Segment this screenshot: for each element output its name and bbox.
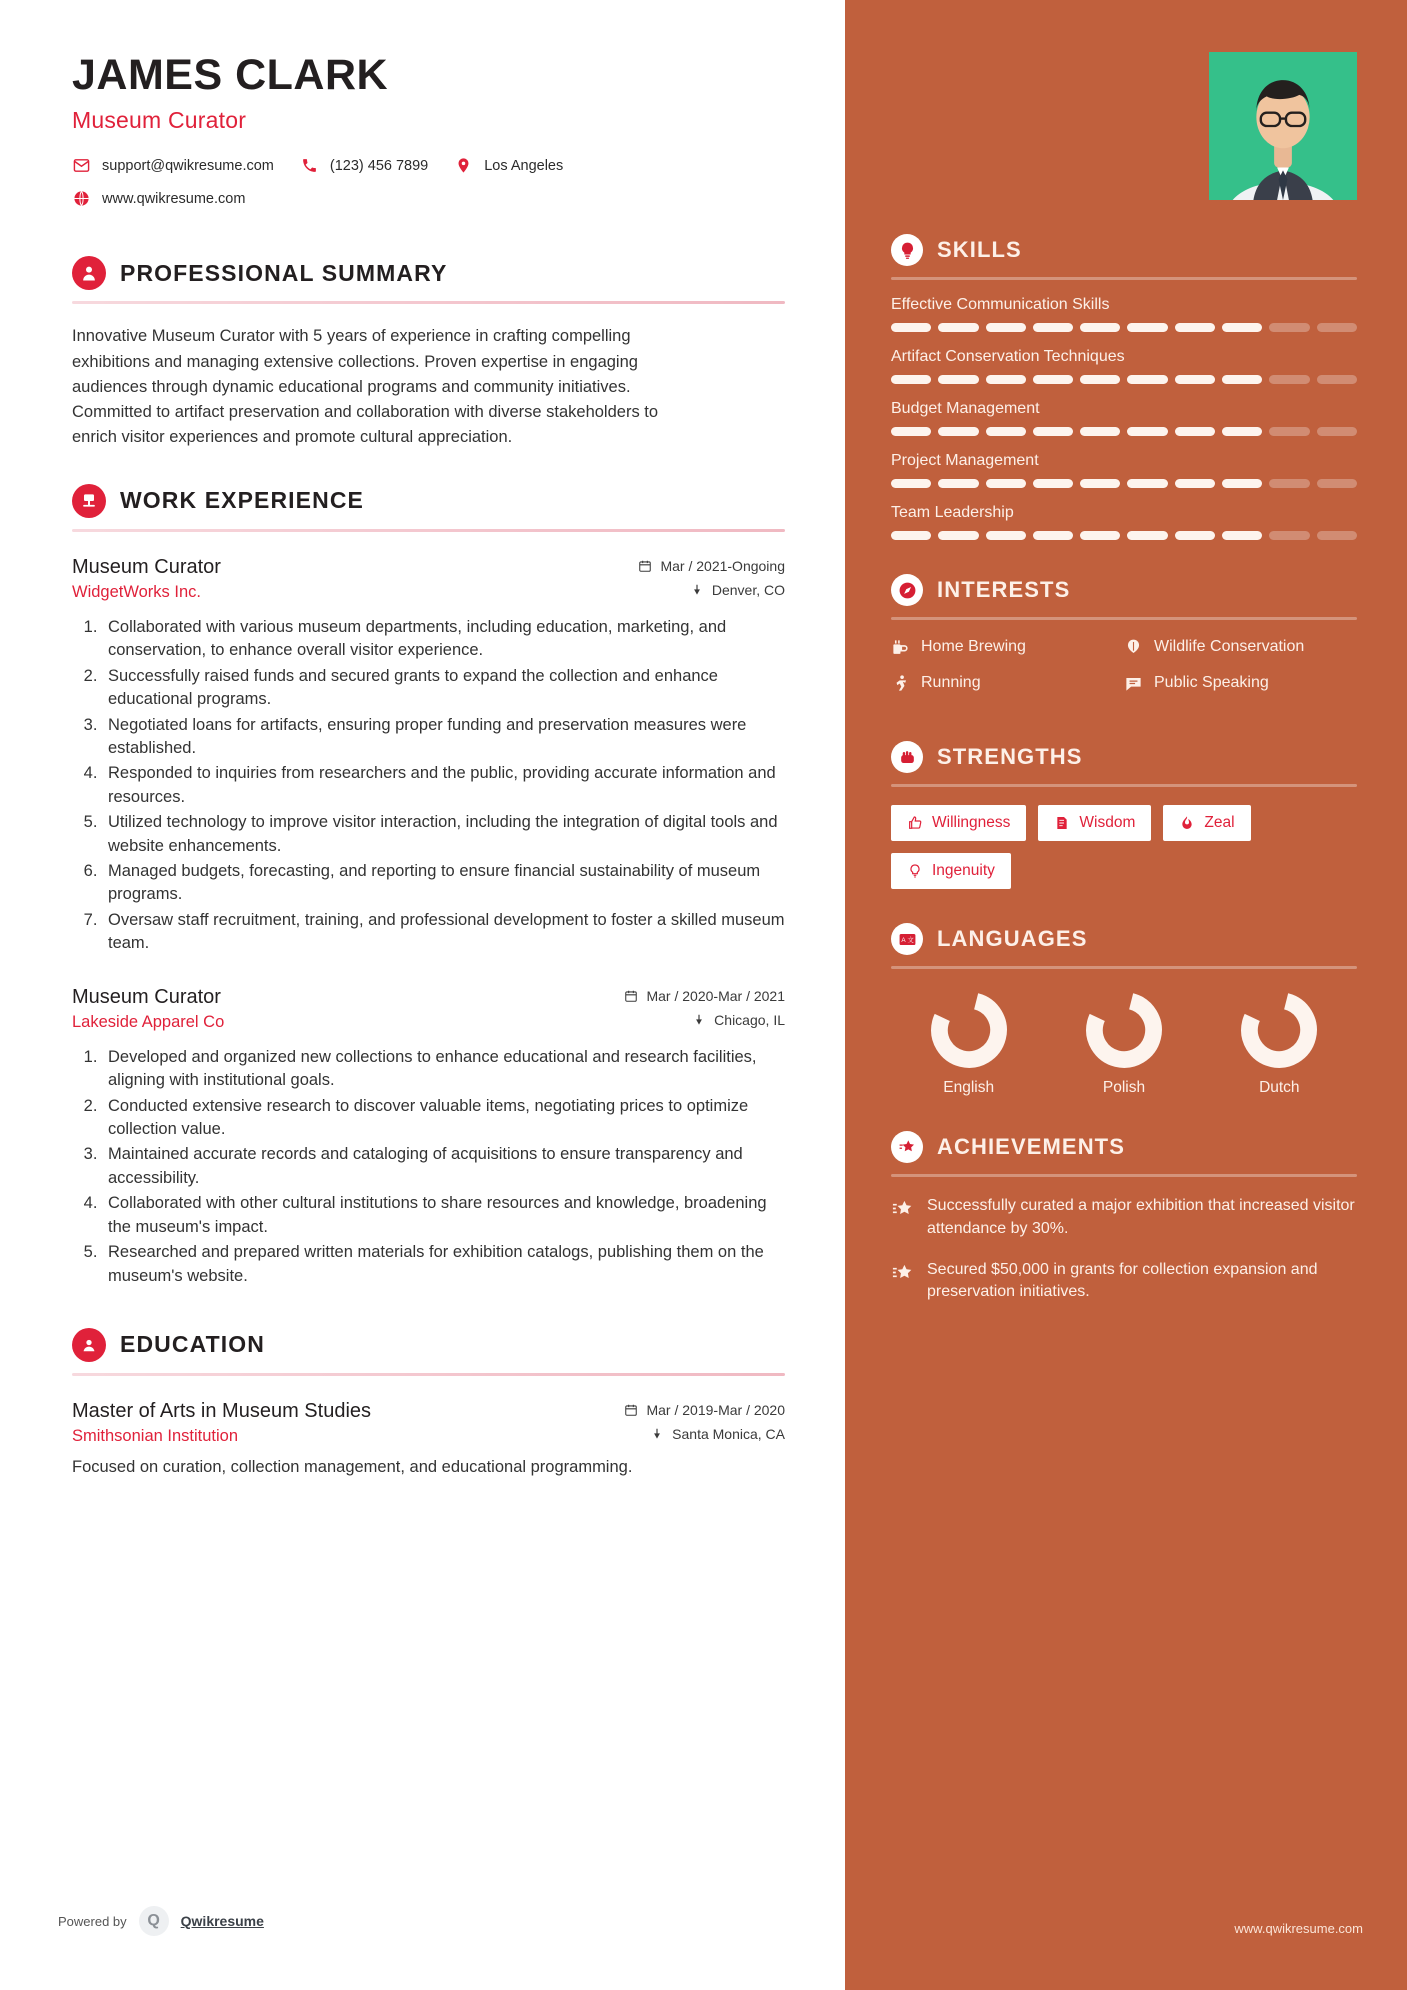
svg-text:文: 文 — [907, 936, 914, 944]
job-duties — [72, 1046, 785, 1288]
flame-icon — [1179, 815, 1195, 831]
skill-segment — [1080, 531, 1120, 540]
skill-segment — [1269, 375, 1309, 384]
skill-segment — [1269, 427, 1309, 436]
skill-item — [891, 504, 1357, 540]
skill-segment — [1175, 479, 1215, 488]
education-degree-row — [72, 1400, 785, 1423]
skill-segment — [891, 427, 931, 436]
skill-segment — [1033, 531, 1073, 540]
skill-segment — [1080, 427, 1120, 436]
skill-segment — [1222, 479, 1262, 488]
experience-entry — [72, 986, 785, 1288]
job-company: WidgetWorks Inc. — [72, 582, 201, 601]
job-title: Museum Curator — [72, 985, 221, 1008]
summary-header — [72, 256, 785, 290]
strength-label: Wisdom — [1079, 814, 1136, 832]
thumbs-up-icon — [907, 815, 923, 831]
section-languages — [891, 923, 1357, 1097]
language-donut — [1240, 991, 1318, 1069]
duty-item: 1. Collaborated with various museum departments, including education, marketing, and conservation, to enhance overall visitor experience. — [102, 616, 785, 663]
interest-label: Running — [921, 673, 981, 691]
languages-title: LANGUAGES — [937, 926, 1088, 952]
language-item — [930, 991, 1008, 1097]
achievement-text: Successfully curated a major exhibition that increased visitor attendance by 30%. — [927, 1197, 1355, 1237]
skill-segment — [1317, 375, 1357, 384]
compass-icon — [891, 574, 923, 606]
lightbulb-icon — [907, 863, 923, 879]
contact-email[interactable] — [72, 156, 274, 175]
skill-segment — [986, 323, 1026, 332]
skills-title: SKILLS — [937, 237, 1022, 262]
strength-item — [1038, 805, 1151, 841]
skill-segment — [986, 375, 1026, 384]
candidate-role: Museum Curator — [72, 107, 247, 134]
skill-segment — [986, 427, 1026, 436]
skill-rating — [891, 323, 1357, 332]
summary-text: Innovative Museum Curator with 5 years of experience in crafting compelling exhibitions and managing extensive collections. Proven expertise in engaging audiences through dynamic educational programs and community initiatives. Committed to artifact preservation and collaboration with diverse stakeholders to enrich visitor experiences and promote cultural appreciation. — [72, 327, 659, 446]
running-icon — [891, 674, 910, 693]
fist-icon — [891, 741, 923, 773]
section-interests — [891, 574, 1357, 707]
language-item — [1085, 991, 1163, 1097]
skill-segment — [891, 479, 931, 488]
achievements-header — [891, 1131, 1357, 1163]
skill-segment — [1127, 375, 1167, 384]
wildlife-icon — [1124, 638, 1143, 657]
skill-label: Budget Management — [891, 400, 1040, 417]
interests-header — [891, 574, 1357, 606]
strengths-title: STRENGTHS — [937, 744, 1083, 770]
candidate-name: JAMES CLARK — [72, 51, 389, 99]
skill-segment — [1269, 479, 1309, 488]
achievements-title: ACHIEVEMENTS — [937, 1134, 1125, 1160]
skill-segment — [1175, 531, 1215, 540]
duty-item: 2. Conducted extensive research to discover valuable items, negotiating prices to optimize collection value. — [102, 1095, 785, 1142]
duty-item: 1. Developed and organized new collections to enhance educational and research facilities, aligning with institutional goals. — [102, 1046, 785, 1093]
speaking-icon — [1124, 674, 1143, 693]
skill-segment — [1175, 375, 1215, 384]
powered-by-label: Powered by — [58, 1913, 127, 1929]
skill-rating — [891, 479, 1357, 488]
graduate-icon — [72, 1328, 106, 1362]
star-shoot-icon — [891, 1261, 914, 1284]
interest-item — [891, 672, 1124, 694]
duty-item: 3. Negotiated loans for artifacts, ensuring proper funding and preservation measures were established. — [102, 714, 785, 761]
section-work-experience — [72, 484, 785, 1288]
skill-item — [891, 296, 1357, 332]
contact-phone[interactable] — [300, 156, 428, 175]
section-strengths — [891, 741, 1357, 889]
contact-phone-text: (123) 456 7899 — [329, 157, 429, 174]
duty-item: 2. Successfully raised funds and secured grants to expand the collection and enhance educational programs. — [102, 665, 785, 712]
duty-item: 7. Oversaw staff recruitment, training, and professional development to foster a skilled museum team. — [102, 909, 785, 956]
skill-segment — [891, 531, 931, 540]
section-education — [72, 1328, 785, 1480]
interests-title: INTERESTS — [937, 577, 1071, 602]
job-date — [638, 558, 785, 574]
skill-segment — [1317, 427, 1357, 436]
skill-segment — [938, 323, 978, 332]
strengths-header — [891, 741, 1357, 773]
experience-header — [72, 484, 785, 518]
job-title-row — [72, 986, 785, 1009]
skill-segment — [1033, 427, 1073, 436]
section-professional-summary — [72, 256, 785, 449]
email-icon — [72, 156, 91, 175]
skill-segment — [1175, 323, 1215, 332]
skill-segment — [1222, 531, 1262, 540]
skills-header — [891, 234, 1357, 266]
strength-item — [891, 805, 1026, 841]
contact-location — [454, 156, 563, 175]
skill-segment — [1033, 323, 1073, 332]
duty-item: 6. Managed budgets, forecasting, and reporting to ensure financial sustainability of museum programs. — [102, 860, 785, 907]
skill-segment — [1222, 375, 1262, 384]
svg-text:A: A — [900, 936, 906, 944]
interest-label: Public Speaking — [1154, 673, 1269, 691]
skill-segment — [986, 479, 1026, 488]
achievement-item — [891, 1259, 1357, 1304]
contact-email-text: support@qwikresume.com — [102, 157, 274, 174]
skill-item — [891, 400, 1357, 436]
strengths-divider — [891, 784, 1357, 787]
skill-item — [891, 452, 1357, 488]
skill-segment — [938, 375, 978, 384]
skill-label: Effective Communication Skills — [891, 296, 1110, 313]
skill-label: Project Management — [891, 452, 1039, 469]
strengths-list — [891, 805, 1357, 889]
education-description: Focused on curation, collection management, and educational programming. — [72, 1457, 633, 1476]
skill-segment — [986, 531, 1026, 540]
qwikresume-link[interactable]: Qwikresume — [180, 1913, 264, 1929]
interest-item — [1124, 636, 1357, 658]
person-icon — [72, 256, 106, 290]
contact-list — [72, 156, 785, 222]
experience-divider — [72, 529, 785, 532]
interests-divider — [891, 617, 1357, 620]
strength-item — [891, 853, 1011, 889]
skill-segment — [1127, 323, 1167, 332]
languages-header — [891, 923, 1357, 955]
language-donut — [1085, 991, 1163, 1069]
skill-segment — [938, 531, 978, 540]
duty-item: 3. Maintained accurate records and cataloging of acquisitions to ensure transparency and accessibility. — [102, 1143, 785, 1190]
achievement-item — [891, 1195, 1357, 1240]
education-date-text: Mar / 2019-Mar / 2020 — [646, 1401, 785, 1418]
skill-segment — [1175, 427, 1215, 436]
interest-label: Wildlife Conservation — [1154, 638, 1305, 655]
skill-segment — [1269, 531, 1309, 540]
skill-segment — [1317, 323, 1357, 332]
duty-item: 5. Researched and prepared written materials for exhibition catalogs, publishing them on the museum's website. — [102, 1241, 785, 1288]
skill-segment — [1127, 427, 1167, 436]
experience-entry — [72, 556, 785, 956]
duty-item: 4. Responded to inquiries from researchers and the public, providing accurate information and resources. — [102, 762, 785, 809]
skill-segment — [938, 427, 978, 436]
location-icon — [454, 156, 473, 175]
footer-branding — [58, 1906, 264, 1936]
language-label: English — [943, 1079, 995, 1097]
skill-rating — [891, 375, 1357, 384]
skill-segment — [1269, 323, 1309, 332]
job-location — [690, 582, 785, 598]
contact-website-text: www.qwikresume.com — [102, 190, 246, 207]
job-title-row — [72, 556, 785, 579]
education-header — [72, 1328, 785, 1362]
job-title: Museum Curator — [72, 555, 221, 578]
job-duties — [72, 616, 785, 956]
skill-segment — [891, 323, 931, 332]
bulb-icon — [891, 234, 923, 266]
contact-website[interactable] — [72, 189, 759, 208]
skill-item — [891, 348, 1357, 384]
skill-segment — [1127, 531, 1167, 540]
education-school-row — [72, 1423, 785, 1446]
section-skills — [891, 234, 1357, 540]
page-title — [72, 52, 785, 134]
globe-icon — [72, 189, 91, 208]
star-badge-icon — [891, 1131, 923, 1163]
job-location-text: Chicago, IL — [714, 1011, 785, 1028]
phone-icon — [300, 156, 319, 175]
education-title: EDUCATION — [120, 1331, 265, 1358]
languages-list — [891, 991, 1357, 1097]
education-location-text: Santa Monica, CA — [672, 1425, 785, 1442]
languages-divider — [891, 966, 1357, 969]
skill-segment — [1033, 479, 1073, 488]
skill-segment — [1080, 375, 1120, 384]
avatar — [1209, 52, 1357, 200]
job-company-row — [72, 579, 785, 602]
summary-title: PROFESSIONAL SUMMARY — [120, 259, 448, 286]
skill-segment — [891, 375, 931, 384]
interest-item — [891, 636, 1124, 658]
skill-rating — [891, 427, 1357, 436]
interest-label: Home Brewing — [921, 638, 1026, 655]
right-column — [845, 0, 1407, 1990]
job-date-text: Mar / 2020-Mar / 2021 — [646, 987, 785, 1004]
education-entry — [72, 1400, 785, 1480]
education-divider — [72, 1373, 785, 1376]
interests-list — [891, 636, 1357, 707]
job-company-row — [72, 1009, 785, 1032]
job-company: Lakeside Apparel Co — [72, 1012, 225, 1031]
education-degree: Master of Arts in Museum Studies — [72, 1399, 372, 1422]
job-date-text: Mar / 2021-Ongoing — [660, 557, 785, 574]
duty-item: 5. Utilized technology to improve visitor interaction, including the integration of digital tools and website enhancements. — [102, 811, 785, 858]
language-label: Polish — [1102, 1079, 1146, 1097]
book-icon — [1054, 815, 1070, 831]
skill-label: Team Leadership — [891, 504, 1014, 521]
skill-segment — [1317, 531, 1357, 540]
skill-segment — [1033, 375, 1073, 384]
strength-label: Willingness — [932, 814, 1011, 832]
skill-segment — [1080, 323, 1120, 332]
skills-divider — [891, 277, 1357, 280]
skill-segment — [938, 479, 978, 488]
skill-segment — [1080, 479, 1120, 488]
star-shoot-icon — [891, 1197, 914, 1220]
achievements-divider — [891, 1174, 1357, 1177]
qwikresume-logo-icon: Q — [139, 1906, 169, 1936]
experience-title: WORK EXPERIENCE — [120, 487, 364, 514]
footer-website: www.qwikresume.com — [1234, 1921, 1363, 1936]
job-location-text: Denver, CO — [711, 581, 785, 598]
brewing-icon — [891, 638, 910, 657]
contact-location-text: Los Angeles — [484, 157, 564, 174]
education-school: Smithsonian Institution — [72, 1426, 239, 1445]
skill-label: Artifact Conservation Techniques — [891, 348, 1125, 365]
strength-label: Zeal — [1204, 814, 1235, 832]
education-location — [650, 1426, 785, 1442]
skill-segment — [1222, 323, 1262, 332]
strength-label: Ingenuity — [932, 862, 995, 880]
duty-item: 4. Collaborated with other cultural institutions to share resources and knowledge, broadening the museum's impact. — [102, 1192, 785, 1239]
language-donut — [930, 991, 1008, 1069]
job-date — [624, 988, 785, 1004]
translate-icon — [891, 923, 923, 955]
section-achievements — [891, 1131, 1357, 1304]
interest-item — [1124, 672, 1357, 694]
summary-divider — [72, 301, 785, 304]
achievement-text: Secured $50,000 in grants for collection expansion and preservation initiatives. — [927, 1260, 1318, 1301]
skill-segment — [1317, 479, 1357, 488]
skill-segment — [1222, 427, 1262, 436]
job-location — [692, 1012, 785, 1028]
chair-icon — [72, 484, 106, 518]
skill-rating — [891, 531, 1357, 540]
strength-item — [1163, 805, 1250, 841]
skill-segment — [1127, 479, 1167, 488]
language-item — [1240, 991, 1318, 1097]
language-label: Dutch — [1259, 1079, 1300, 1097]
education-date — [624, 1402, 785, 1418]
